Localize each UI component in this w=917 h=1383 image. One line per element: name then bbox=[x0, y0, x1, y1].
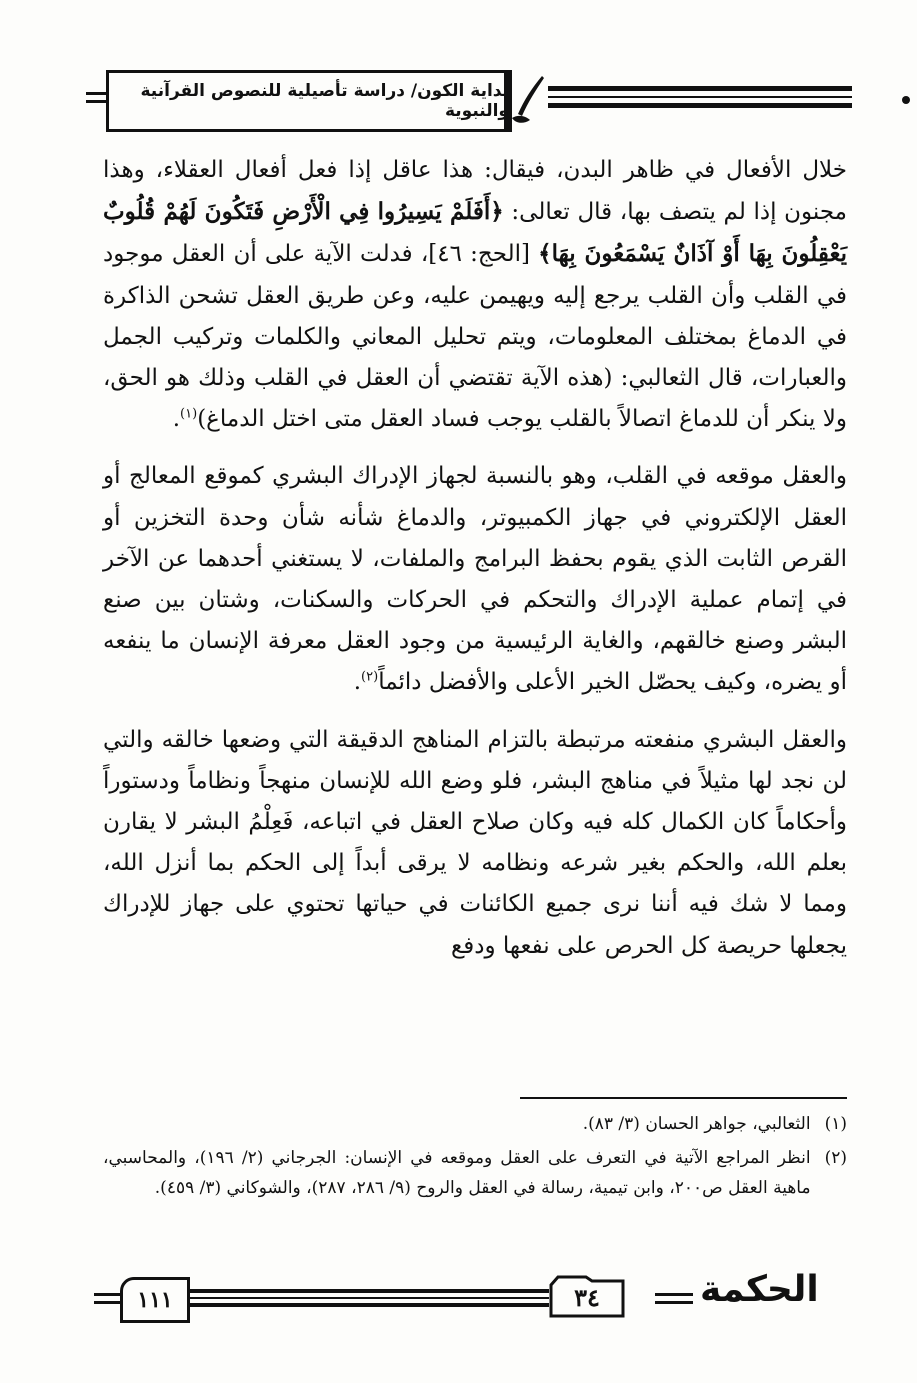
paragraph-2 bbox=[103, 456, 847, 703]
issue-number: ٣٤ bbox=[574, 1282, 600, 1312]
margin-dot bbox=[902, 96, 910, 104]
quran-verse: ﴿أَفَلَمْ يَسِيرُوا فِي الْأَرْضِ فَتَكُونَ لَهُمْ قُلُوبٌ يَعْقِلُونَ بِهَا أَوْ آذَانٌ يَسْمَعُونَ بِهَا﴾ bbox=[103, 198, 847, 268]
header-rule-right-3 bbox=[548, 103, 852, 108]
header-rule-right-1 bbox=[548, 86, 852, 91]
footnote-ref-1[interactable]: (١) bbox=[180, 406, 198, 422]
header-rule-left bbox=[86, 92, 108, 95]
page-number: ١١١ bbox=[137, 1287, 173, 1313]
journal-logo: الحكمة bbox=[700, 1269, 819, 1310]
footer-rule-mid-2 bbox=[187, 1297, 549, 1299]
footnote-separator bbox=[520, 1097, 847, 1099]
paragraph-2-end: . bbox=[353, 669, 362, 696]
page-header bbox=[0, 62, 917, 142]
footnotes bbox=[103, 1105, 847, 1207]
issue-number-box bbox=[548, 1275, 626, 1319]
footer-rule-mid-3 bbox=[187, 1303, 549, 1307]
paragraph-1-end: . bbox=[172, 406, 181, 433]
footer-rule-right-2 bbox=[655, 1301, 693, 1304]
footnote-number: (١) bbox=[824, 1114, 847, 1134]
footer-rule-mid-1 bbox=[187, 1289, 549, 1293]
footnote-text: انظر المراجع الآتية في التعرف على العقل وموقعه في الإنسان: الجرجاني (٢/ ١٩٦)، والمحاسبي، ماهية العقل ص٢٠٠، وابن تيمية، رسالة في العقل والروح (٩/ ٢٨٦، ٢٨٧)، والشوكاني (٣/ ٤٥٩). bbox=[103, 1148, 811, 1198]
paragraph-1 bbox=[103, 150, 847, 440]
footnote-ref-2[interactable]: (٢) bbox=[361, 669, 379, 685]
header-rule-right-2 bbox=[548, 96, 852, 98]
footnote-text: الثعالبي، جواهر الحسان (٣/ ٨٣). bbox=[582, 1114, 811, 1134]
page-footer bbox=[0, 1255, 917, 1335]
quill-pen-icon bbox=[508, 74, 548, 126]
paragraph-1-text: خلال الأفعال في ظاهر البدن، فيقال: هذا عاقل إذا فعل أفعال العقلاء، وهذا مجنون إذا لم يتصف بها، قال تعالى: bbox=[103, 157, 847, 226]
page-number-box bbox=[120, 1277, 190, 1323]
paragraph-2-text: والعقل موقعه في القلب، وهو بالنسبة لجهاز الإدراك البشري كموقع المعالج أو العقل الإلكتروني في جهاز الكمبيوتر، والدماغ شأنه شأن وحدة التخزين أو القرص الثابت الذي يقوم بحفظ البرامج والملفات، لا يستغني أحدهما عن الآخر في إتمام عملية الإدراك والتحكم في الحركات والسكنات، وشتان بين صنع البشر وصنع خالقهم، والغاية الرئيسية من وجود العقل معرفة الإنسان ما ينفعه أو يضره، وكيف يحصّل الخير الأعلى والأفضل دائماً bbox=[103, 463, 847, 696]
paragraph-3: والعقل البشري منفعته مرتبطة بالتزام المناهج الدقيقة التي وضعها خالقه والتي لن نجد لها مثيلاً في مناهج البشر، فلو وضع الله للإنسان منهجاً ونظاماً ودستوراً وأحكاماً كان الكمال كله فيه وكان صلاح العقل في اتباعه، فَعِلْمُ البشر لا يقارن بعلم الله، والحكم بغير شرعه ونظامه لا يرقى أبداً إلى الحكم بما أنزل الله، ومما لا شك فيه أننا نرى جميع الكائنات في حياتها تحتوي على جهاز للإدراك يجعلها حريصة كل الحرص على نفعها ودفع bbox=[103, 726, 847, 959]
footer-rule-right-1 bbox=[655, 1293, 693, 1296]
header-rule-left-2 bbox=[86, 100, 108, 103]
footnote-1 bbox=[103, 1109, 847, 1139]
running-title: بداية الكون/ دراسة تأصيلية للنصوص القرآنية والنبوية bbox=[140, 81, 509, 121]
paragraph-1-text-cont: [الحج: ٤٦]، فدلت الآية على أن العقل موجود في القلب وأن القلب يرجع إليه ويهيمن عليه، وعن طريق العقل تشحن الذاكرة في الدماغ بمختلف المعلومات، ويتم تحليل المعاني والكلمات وتركيب الجمل والعبارات، قال الثعالبي: (هذه الآية تقتضي أن العقل في القلب وذلك هو الحق، ولا ينكر أن للدماغ اتصالاً بالقلب يوجب فساد العقل متى اختل الدماغ) bbox=[103, 241, 847, 433]
running-title-box bbox=[106, 70, 512, 132]
footnote-number: (٢) bbox=[824, 1148, 847, 1168]
main-text bbox=[103, 150, 847, 967]
footnote-2 bbox=[103, 1143, 847, 1203]
